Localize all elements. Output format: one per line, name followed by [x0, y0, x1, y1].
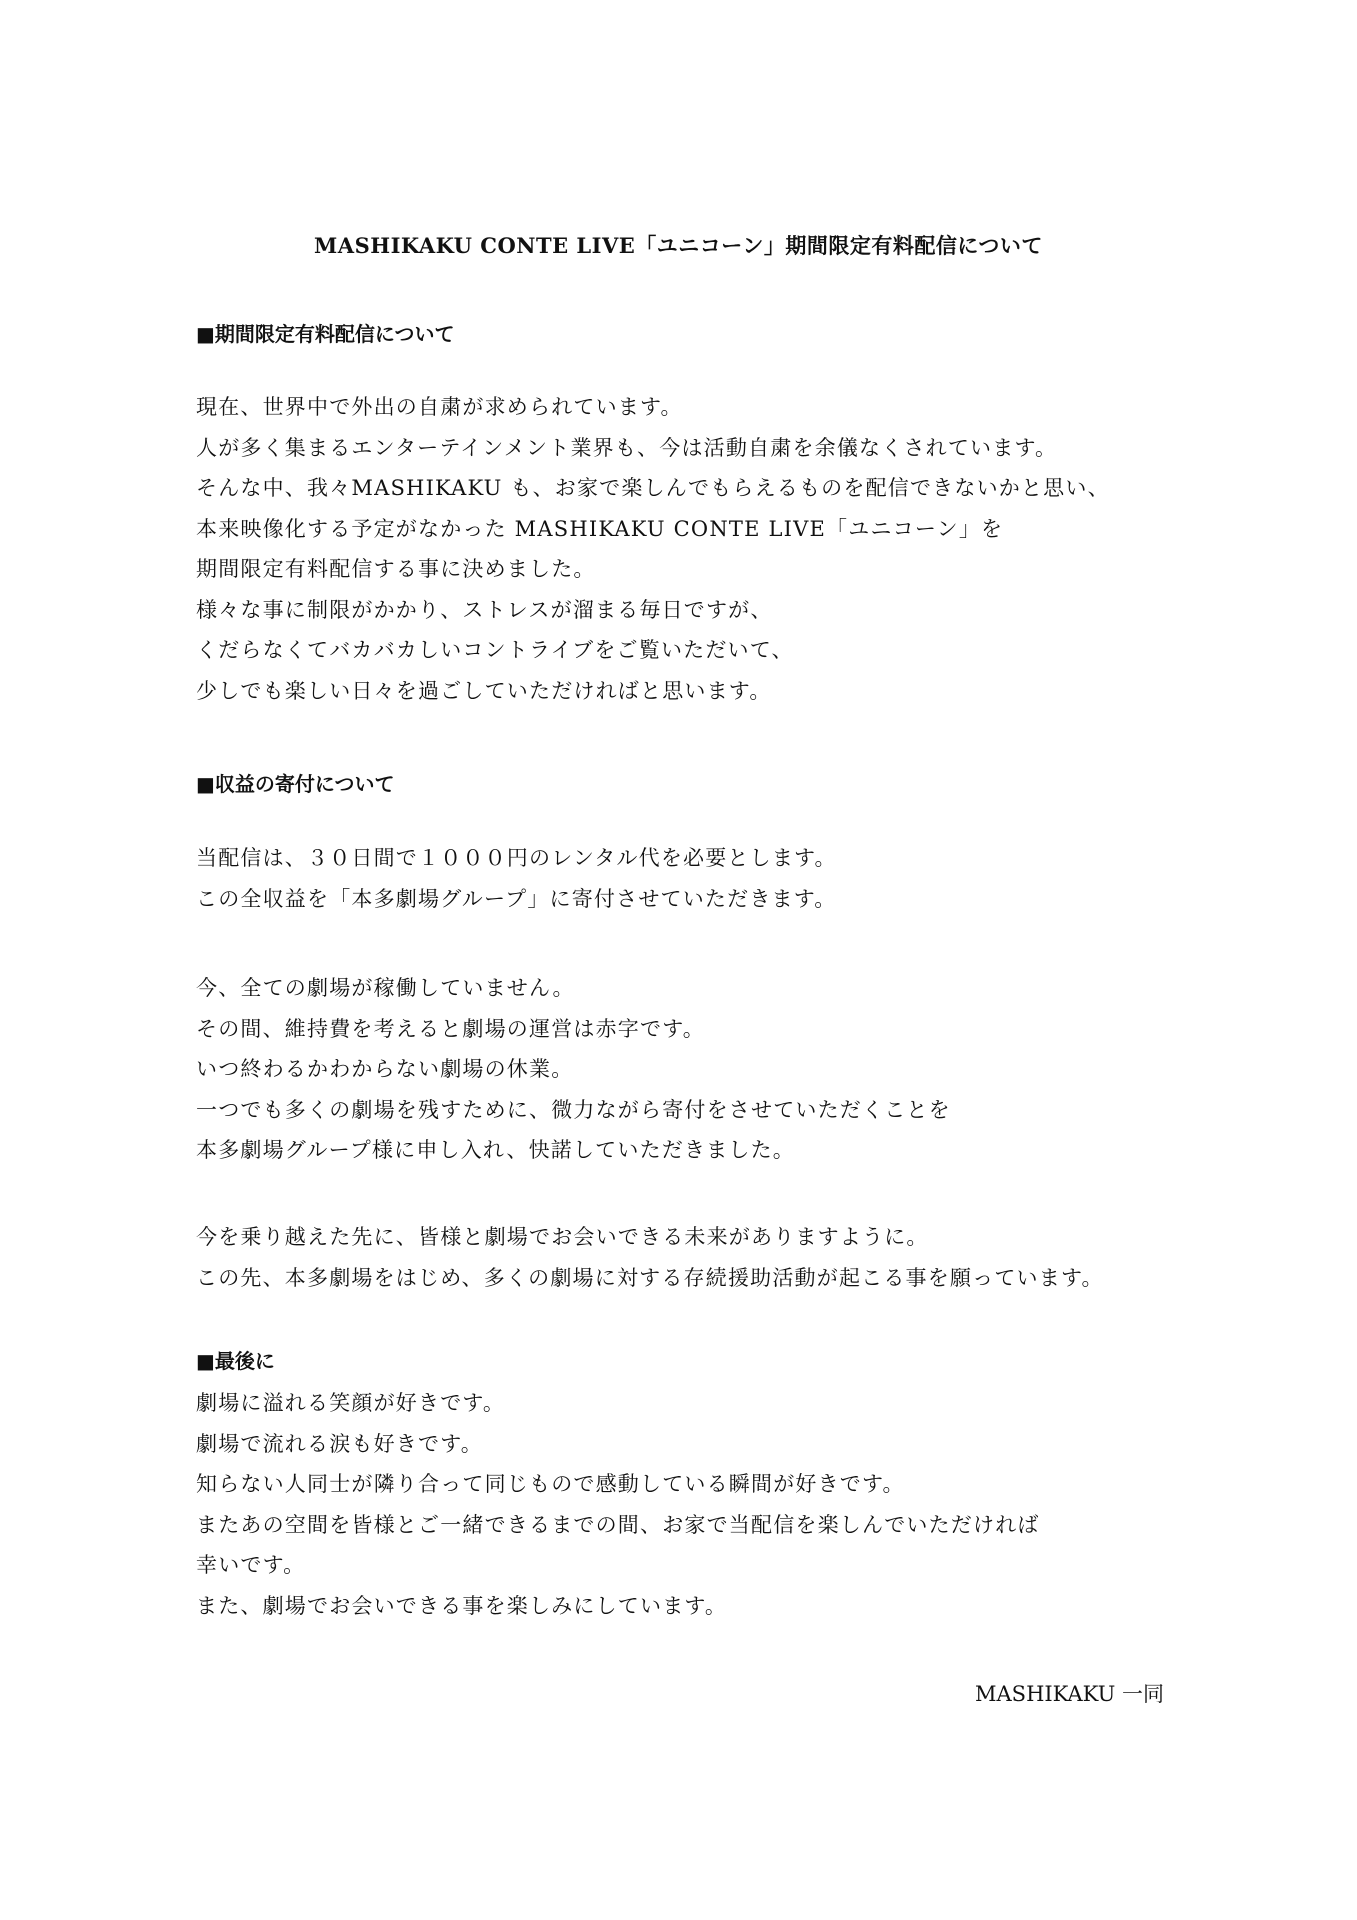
- text-line: いつ終わるかわからない劇場の休業。: [196, 1057, 574, 1081]
- paragraph-donation-rental: [196, 838, 837, 919]
- section-heading-streaming: ■期間限定有料配信について: [196, 322, 455, 346]
- text-line: この全収益を「本多劇場グループ」に寄付させていただきます。: [196, 886, 837, 911]
- text-line: 本多劇場グループ様に申し入れ、快諾していただきました。: [196, 1138, 795, 1162]
- text-line: その間、維持費を考えると劇場の運営は赤字です。: [196, 1016, 705, 1041]
- text-line: くだらなくてバカバカしいコントライブをご覧いただいて、: [196, 638, 794, 662]
- text-line: 劇場に溢れる笑顔が好きです。: [196, 1391, 506, 1415]
- text-line: そんな中、我々MASHIKAKU も、お家で楽しんでもらえるものを配信できないかと思い、: [196, 476, 1110, 500]
- paragraph-streaming-intro: [196, 387, 1110, 711]
- text-line: 期間限定有料配信する事に決めました。: [196, 557, 596, 581]
- paragraph-donation-future: [196, 1217, 1104, 1298]
- text-line: 知らない人同士が隣り合って同じもので感動している瞬間が好きです。: [196, 1472, 905, 1496]
- text-line: 現在、世界中で外出の自粛が求められています。: [196, 395, 683, 419]
- text-line: 人が多く集まるエンターテインメント業界も、今は活動自粛を余儀なくされています。: [196, 435, 1058, 460]
- text-line: またあの空間を皆様とご一緒できるまでの間、お家で当配信を楽しんでいただければ: [196, 1512, 1040, 1537]
- text-line: 少しでも楽しい日々を過ごしていただければと思います。: [196, 678, 772, 703]
- text-line: この先、本多劇場をはじめ、多くの劇場に対する存続援助活動が起こる事を願っています。: [196, 1265, 1104, 1290]
- paragraph-closing: [196, 1383, 1040, 1626]
- paragraph-donation-theaters: [196, 968, 951, 1171]
- document-title: MASHIKAKU CONTE LIVE「ユニコーン」期間限定有料配信について: [314, 233, 1043, 258]
- text-line: また、劇場でお会いできる事を楽しみにしています。: [196, 1593, 728, 1618]
- text-line: 今を乗り越えた先に、皆様と劇場でお会いできる未来がありますように。: [196, 1225, 929, 1249]
- text-line: 今、全ての劇場が稼働していません。: [196, 976, 575, 1000]
- section-heading-donation: ■収益の寄付について: [196, 772, 395, 796]
- text-line: 様々な事に制限がかかり、ストレスが溜まる毎日ですが、: [196, 597, 773, 622]
- text-line: 当配信は、３０日間で１０００円のレンタル代を必要とします。: [196, 846, 837, 870]
- text-line: 劇場で流れる涙も好きです。: [196, 1431, 483, 1456]
- text-line: 幸いです。: [196, 1553, 306, 1577]
- text-line: 本来映像化する予定がなかった MASHIKAKU CONTE LIVE「ユニコーン」を: [196, 516, 1004, 541]
- signature: MASHIKAKU 一同: [975, 1682, 1164, 1706]
- section-heading-closing: ■最後に: [196, 1349, 275, 1373]
- text-line: 一つでも多くの劇場を残すために、微力ながら寄付をさせていただくことを: [196, 1097, 951, 1122]
